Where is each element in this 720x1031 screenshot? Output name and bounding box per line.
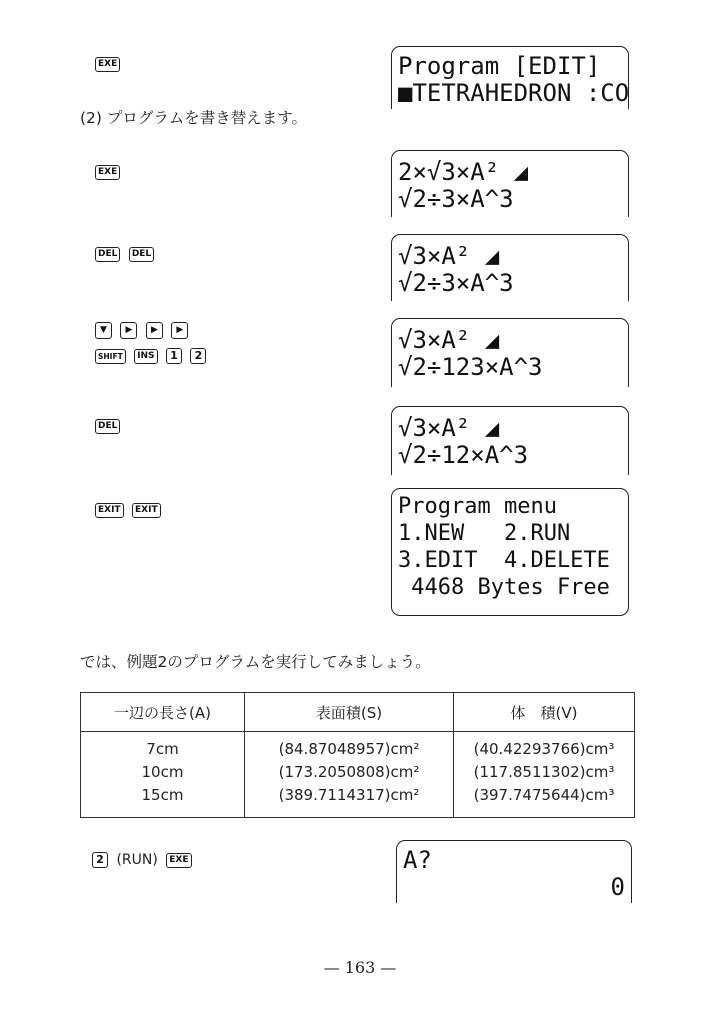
right-arrow-key: ▶ (146, 322, 163, 339)
two-key: 2 (92, 852, 108, 868)
exit-key: EXIT (132, 503, 161, 518)
surface-cell (245, 732, 454, 818)
screen-line: 4468 Bytes Free (398, 575, 610, 600)
screen-line: 2×√3×A² ◢ (398, 158, 529, 186)
run-step (92, 852, 196, 868)
screen-line: √2÷3×A^3 (398, 269, 514, 297)
table-header-row (81, 693, 635, 732)
exe-key-step2 (95, 164, 124, 180)
screen-line: 1.NEW 2.RUN (398, 521, 571, 546)
table-row (81, 732, 635, 818)
screen-line: Program menu (398, 494, 557, 519)
run-label: (RUN) (116, 852, 158, 868)
cursor-keys (95, 322, 192, 339)
volume-cell (454, 732, 635, 818)
intro-text: では、例題2のプログラムを実行してみましょう。 (80, 653, 431, 671)
exe-key-step1 (95, 56, 124, 72)
volume-value: (117.8511302)cm³ (473, 763, 615, 781)
screen-line: √3×A² ◢ (398, 414, 500, 442)
insert-keys (95, 348, 210, 364)
down-arrow-key: ▼ (95, 322, 112, 339)
length-cell (81, 732, 245, 818)
screen-edit-1 (391, 150, 629, 217)
surface-value: (173.2050808)cm² (278, 763, 420, 781)
section-heading: (2) プログラムを書き替えます。 (80, 109, 307, 127)
screen-edit-4 (391, 406, 629, 475)
screen-line: A? (403, 846, 432, 874)
screen-program-edit (391, 46, 629, 109)
volume-value: (40.42293766)cm³ (473, 740, 615, 758)
length-value: 10cm (141, 763, 184, 781)
exit-keys (95, 502, 165, 518)
exe-key: EXE (166, 853, 191, 868)
del-key: DEL (95, 419, 120, 434)
screen-program-menu (391, 488, 629, 616)
screen-line: √3×A² ◢ (398, 326, 500, 354)
screen-line: ■TETRAHEDRON :CO (398, 79, 630, 107)
del-key: DEL (129, 247, 154, 262)
right-arrow-key: ▶ (171, 322, 188, 339)
screen-edit-2 (391, 234, 629, 301)
two-key: 2 (190, 348, 206, 364)
screen-line: 0 (610, 873, 625, 901)
one-key: 1 (166, 348, 182, 364)
volume-value: (397.7475644)cm³ (473, 786, 615, 804)
surface-value: (389.7114317)cm² (278, 786, 420, 804)
screen-line: 3.EDIT 4.DELETE (398, 548, 610, 573)
example-table (80, 692, 635, 818)
right-arrow-key: ▶ (120, 322, 137, 339)
exe-key: EXE (95, 165, 120, 180)
screen-run-prompt (396, 840, 632, 903)
screen-line: √3×A² ◢ (398, 242, 500, 270)
screen-line: √2÷123×A^3 (398, 353, 543, 381)
exe-key: EXE (95, 57, 120, 72)
del-key-step5 (95, 418, 124, 434)
header-volume: 体 積(V) (454, 693, 635, 732)
screen-line: √2÷12×A^3 (398, 441, 529, 469)
screen-edit-3 (391, 318, 629, 387)
ins-key: INS (134, 349, 157, 364)
exit-key: EXIT (95, 503, 124, 518)
page-number: — 163 — (323, 958, 397, 977)
del-key: DEL (95, 247, 120, 262)
header-surface: 表面積(S) (245, 693, 454, 732)
screen-line: √2÷3×A^3 (398, 185, 514, 213)
del-keys (95, 246, 158, 262)
shift-key: SHIFT (95, 349, 126, 364)
surface-value: (84.87048957)cm² (278, 740, 420, 758)
screen-line: Program [EDIT] (398, 52, 601, 80)
header-length: 一辺の長さ(A) (81, 693, 245, 732)
length-value: 15cm (141, 786, 184, 804)
length-value: 7cm (146, 740, 179, 758)
